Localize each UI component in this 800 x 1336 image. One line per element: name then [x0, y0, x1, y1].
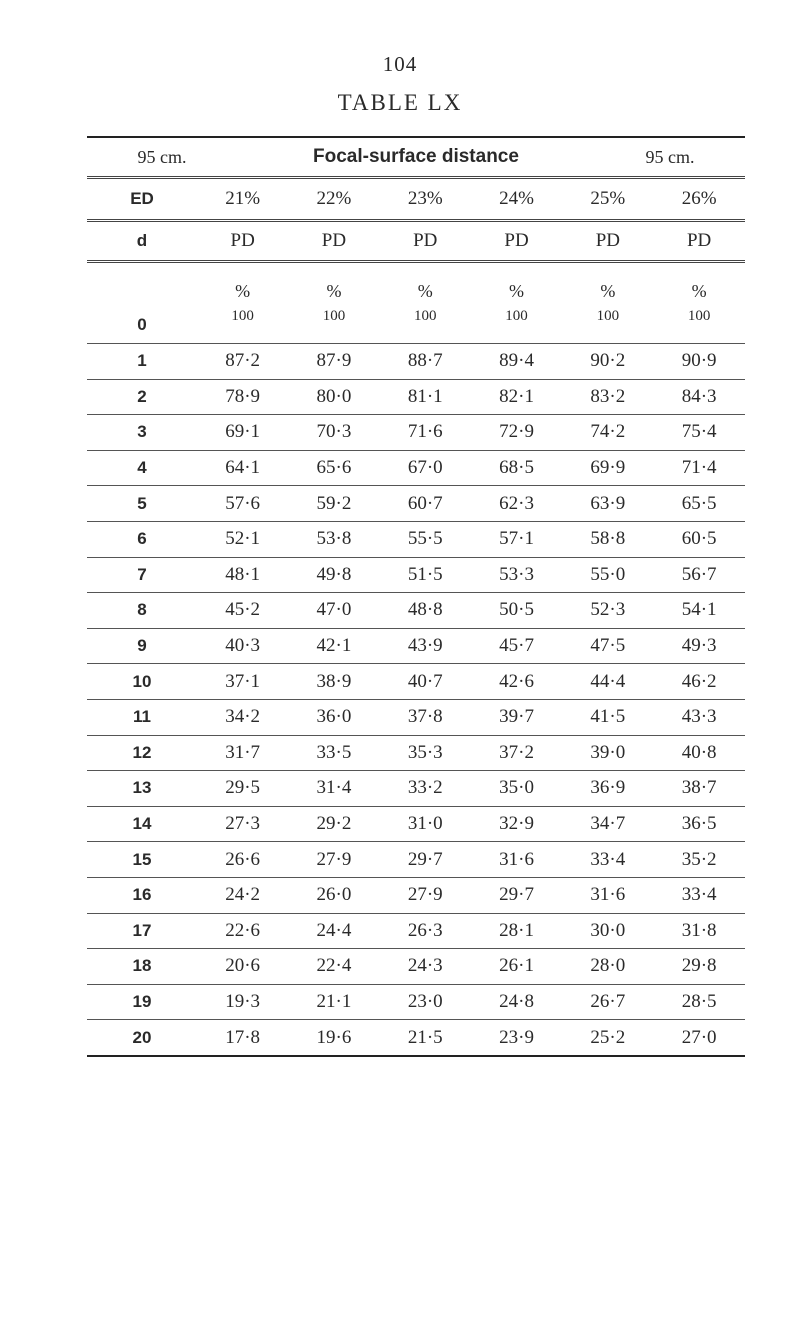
pd-label: PD	[321, 230, 347, 251]
table-cell: 57·1	[499, 528, 534, 550]
table-row	[87, 522, 745, 558]
table-cell: 29·8	[681, 955, 717, 977]
table-cell: 19·3	[225, 990, 261, 1012]
depth-label: 7	[137, 564, 147, 584]
table-bottom-rule	[87, 1055, 745, 1057]
depth-label: 6	[137, 529, 147, 549]
table-row	[87, 878, 745, 914]
table-cell: 48·1	[225, 563, 261, 585]
d-row	[87, 222, 745, 263]
table-cell: 40·8	[681, 741, 717, 763]
table-cell: 47·5	[590, 635, 626, 657]
table-cell: 35·3	[407, 741, 443, 763]
table-cell: 60·7	[407, 492, 443, 514]
data-table	[87, 136, 745, 1057]
table-row	[87, 771, 745, 807]
table-cell: 49·8	[316, 563, 352, 585]
header-right-distance: 95 cm.	[645, 146, 695, 167]
table-row	[87, 380, 745, 416]
depth-label: 4	[137, 458, 147, 478]
table-cell: 24·8	[499, 990, 534, 1012]
table-cell: 45·7	[499, 635, 534, 657]
depth-label: 8	[137, 600, 147, 620]
table-cell: 22·6	[225, 919, 261, 941]
zero-value: 100	[505, 307, 528, 324]
depth-label: 19	[132, 991, 152, 1011]
table-cell: 62·3	[499, 492, 534, 514]
table-cell: 34·7	[590, 813, 626, 835]
table-cell: 65·6	[316, 457, 352, 479]
table-cell: 21·1	[316, 990, 352, 1012]
table-cell: 26·1	[499, 955, 534, 977]
table-cell: 45·2	[225, 599, 261, 621]
table-cell: 33·4	[681, 884, 717, 906]
ed-row	[87, 179, 745, 222]
table-cell: 57·6	[225, 492, 261, 514]
table-cell: 24·4	[316, 919, 352, 941]
table-cell: 40·3	[225, 635, 261, 657]
table-row	[87, 700, 745, 736]
table-cell: 21·5	[407, 1026, 443, 1048]
percent-unit: %	[509, 280, 525, 301]
table-cell: 52·3	[590, 599, 626, 621]
ed-value: 25%	[590, 188, 626, 209]
table-cell: 24·2	[225, 884, 261, 906]
table-cell: 83·2	[590, 385, 626, 407]
table-cell: 43·3	[681, 706, 717, 728]
d-label: d	[136, 231, 148, 250]
table-cell: 27·3	[225, 813, 261, 835]
ed-label: ED	[130, 189, 154, 208]
table-cell: 44·4	[590, 670, 626, 692]
table-cell: 23·9	[499, 1026, 534, 1048]
zero-cell	[197, 282, 288, 324]
table-cell: 20·6	[225, 955, 261, 977]
percent-unit: %	[235, 280, 251, 301]
table-cell: 27·9	[407, 884, 443, 906]
pd-label: PD	[595, 230, 620, 251]
table-cell: 26·7	[590, 990, 626, 1012]
table-cell: 28·5	[681, 990, 717, 1012]
table-cell: 29·7	[407, 848, 443, 870]
depth-label: 9	[137, 636, 147, 656]
depth-label: 13	[132, 778, 152, 798]
table-cell: 23·0	[407, 990, 443, 1012]
table-cell: 71·6	[407, 421, 443, 443]
zero-cell	[380, 282, 471, 324]
table-cell: 42·6	[499, 670, 534, 692]
table-cell: 31·4	[316, 777, 352, 799]
table-cell: 54·1	[681, 599, 717, 621]
zero-depth-row	[87, 263, 745, 344]
table-cell: 80·0	[316, 385, 352, 407]
table-cell: 29·2	[316, 813, 352, 835]
table-cell: 32·9	[499, 813, 534, 835]
table-cell: 36·0	[316, 706, 352, 728]
table-cell: 84·3	[681, 385, 717, 407]
table-cell: 37·1	[225, 670, 261, 692]
table-cell: 40·7	[407, 670, 443, 692]
table-cell: 81·1	[407, 385, 443, 407]
depth-label: 14	[132, 814, 152, 834]
page-number: 104	[382, 52, 418, 76]
zero-cell	[288, 282, 379, 324]
pd-label: PD	[413, 230, 438, 251]
table-row	[87, 736, 745, 772]
table-row	[87, 664, 745, 700]
table-row	[87, 1020, 745, 1055]
table-cell: 33·5	[316, 741, 352, 763]
table-cell: 75·4	[681, 421, 717, 443]
table-row	[87, 558, 745, 594]
table-row	[87, 593, 745, 629]
pd-label: PD	[686, 230, 712, 251]
table-cell: 67·0	[407, 457, 443, 479]
table-row	[87, 344, 745, 380]
table-cell: 30·0	[590, 919, 626, 941]
depth-label: 0	[137, 315, 147, 334]
table-cell: 70·3	[316, 421, 352, 443]
table-header	[87, 138, 745, 179]
table-cell: 38·9	[316, 670, 352, 692]
table-cell: 50·5	[499, 599, 534, 621]
table-cell: 43·9	[407, 635, 443, 657]
table-cell: 26·3	[407, 919, 443, 941]
depth-label: 3	[137, 422, 147, 442]
data-rows	[87, 344, 745, 1055]
table-cell: 68·5	[499, 457, 534, 479]
table-cell: 28·0	[590, 955, 626, 977]
depth-label: 11	[133, 707, 151, 727]
table-title: TABLE LX	[337, 90, 463, 115]
zero-value: 100	[322, 307, 346, 324]
ed-value: 26%	[681, 188, 717, 209]
percent-unit: %	[691, 280, 707, 301]
table-cell: 64·1	[225, 457, 261, 479]
table-cell: 56·7	[681, 563, 717, 585]
depth-label: 16	[132, 885, 152, 905]
table-cell: 35·2	[681, 848, 717, 870]
table-cell: 39·7	[499, 706, 534, 728]
table-cell: 69·9	[590, 457, 626, 479]
table-cell: 63·9	[590, 492, 626, 514]
table-cell: 65·5	[681, 492, 717, 514]
table-cell: 49·3	[681, 635, 717, 657]
table-cell: 71·4	[681, 457, 717, 479]
header-focal-surface-distance: Focal-surface distance	[313, 146, 519, 167]
table-cell: 31·7	[225, 741, 261, 763]
table-cell: 33·4	[590, 848, 626, 870]
zero-cell	[471, 282, 562, 324]
pd-label: PD	[504, 230, 529, 251]
table-cell: 36·9	[590, 777, 626, 799]
table-row	[87, 451, 745, 487]
table-cell: 35·0	[499, 777, 534, 799]
table-cell: 17·8	[225, 1026, 261, 1048]
percent-unit: %	[600, 280, 616, 301]
table-cell: 60·5	[681, 528, 717, 550]
table-row	[87, 842, 745, 878]
table-cell: 42·1	[316, 635, 352, 657]
table-row	[87, 415, 745, 451]
table-row	[87, 486, 745, 522]
table-cell: 34·2	[225, 706, 261, 728]
zero-value: 100	[596, 307, 620, 324]
table-cell: 53·8	[316, 528, 352, 550]
table-cell: 78·9	[225, 385, 261, 407]
zero-value: 100	[413, 307, 437, 324]
table-cell: 74·2	[590, 421, 626, 443]
table-cell: 26·0	[316, 884, 352, 906]
table-cell: 87·9	[316, 350, 352, 372]
table-cell: 69·1	[225, 421, 261, 443]
ed-value: 22%	[316, 188, 352, 209]
table-cell: 31·6	[590, 884, 626, 906]
table-row	[87, 914, 745, 950]
table-cell: 22·4	[316, 955, 352, 977]
table-cell: 82·1	[499, 385, 534, 407]
table-row	[87, 949, 745, 985]
table-cell: 88·7	[407, 350, 443, 372]
depth-label: 20	[132, 1027, 152, 1047]
table-row	[87, 985, 745, 1021]
depth-label: 5	[137, 493, 147, 513]
table-cell: 87·2	[225, 350, 261, 372]
table-cell: 72·9	[499, 421, 534, 443]
ed-value: 24%	[499, 188, 534, 209]
table-cell: 90·2	[590, 350, 626, 372]
table-cell: 38·7	[681, 777, 717, 799]
table-cell: 31·6	[499, 848, 534, 870]
table-cell: 47·0	[316, 599, 352, 621]
table-cell: 52·1	[225, 528, 261, 550]
depth-label: 18	[132, 956, 152, 976]
table-cell: 55·5	[407, 528, 443, 550]
table-cell: 53·3	[499, 563, 534, 585]
ed-value: 21%	[225, 188, 261, 209]
zero-cell	[653, 282, 744, 324]
table-cell: 24·3	[407, 955, 443, 977]
zero-cell	[562, 282, 653, 324]
table-cell: 41·5	[590, 706, 626, 728]
table-cell: 48·8	[407, 599, 443, 621]
table-cell: 25·2	[590, 1026, 626, 1048]
zero-value: 100	[687, 307, 711, 324]
table-row	[87, 807, 745, 843]
table-cell: 46·2	[681, 670, 717, 692]
table-cell: 33·2	[407, 777, 443, 799]
percent-unit: %	[326, 280, 342, 301]
table-cell: 29·7	[499, 884, 534, 906]
depth-label: 17	[132, 920, 152, 940]
table-cell: 27·0	[681, 1026, 717, 1048]
table-cell: 37·8	[407, 706, 443, 728]
zero-value: 100	[231, 307, 254, 324]
table-cell: 55·0	[590, 563, 626, 585]
header-left-distance: 95 cm.	[137, 146, 187, 167]
depth-label: 12	[132, 742, 152, 762]
depth-label: 15	[132, 849, 152, 869]
table-cell: 31·8	[681, 919, 717, 941]
depth-label: 1	[137, 351, 147, 371]
table-cell: 90·9	[681, 350, 717, 372]
table-cell: 89·4	[499, 350, 534, 372]
table-cell: 59·2	[316, 492, 352, 514]
table-cell: 36·5	[681, 813, 717, 835]
table-cell: 19·6	[316, 1026, 352, 1048]
depth-label: 10	[132, 671, 152, 691]
table-cell: 51·5	[407, 563, 443, 585]
ed-value: 23%	[407, 188, 443, 209]
table-cell: 58·8	[590, 528, 626, 550]
table-cell: 26·6	[225, 848, 261, 870]
pd-label: PD	[230, 230, 255, 251]
table-cell: 37·2	[499, 741, 534, 763]
table-cell: 39·0	[590, 741, 626, 763]
table-cell: 28·1	[499, 919, 534, 941]
percent-unit: %	[417, 280, 433, 301]
table-cell: 31·0	[407, 813, 443, 835]
table-cell: 27·9	[316, 848, 352, 870]
table-cell: 29·5	[225, 777, 261, 799]
depth-label: 2	[137, 386, 147, 406]
table-row	[87, 629, 745, 665]
